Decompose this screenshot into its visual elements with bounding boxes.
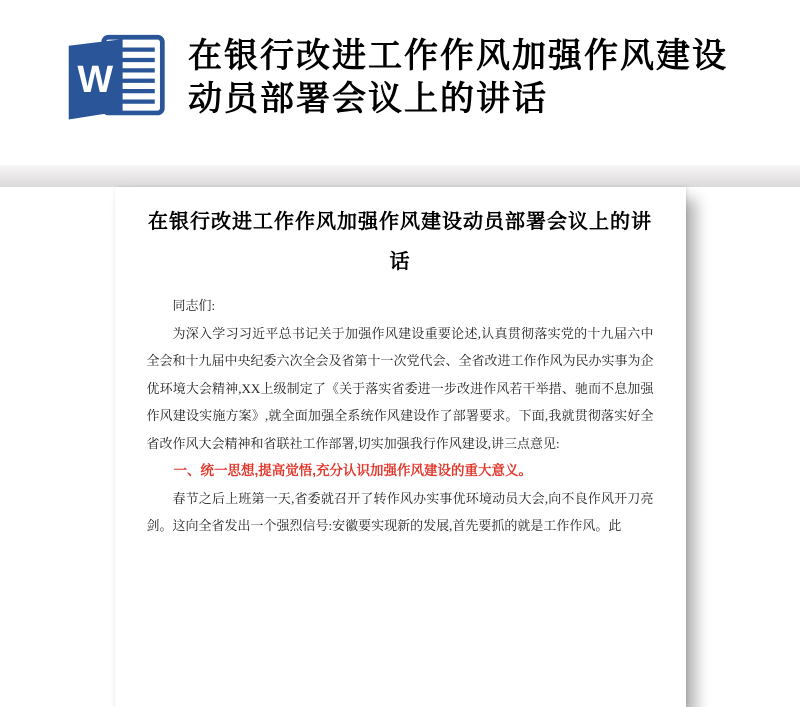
word-document-icon [64,33,168,121]
page-title: 在银行改进工作作风加强作风建设动员部署会议上的讲话 [188,37,728,118]
svg-text:W: W [77,59,114,102]
preview-top-strip [0,165,800,187]
document-title: 在银行改进工作作风加强作风建设动员部署会议上的讲话 [148,211,652,273]
paragraph-body: 为深入学习习近平总书记关于加强作风建设重要论述,认真贯彻落实党的十九届六中全会和十九届中央纪委六次全会及省第十一次党代会、全省改进工作作风为民办实事为企优环境大会精神,XX上级制定了《关于落实省委进一步改进作风若干举措、驰而不息加强作风建设实施方案》,就全面加强全系统作风建设作了部署要求。下面,我就贯彻落实好全省改作风大会精神和省联社工作部署,切实加强我行作风建设,讲三点意见: [146,325,654,451]
page-header [0,0,800,143]
paragraph-body: 春节之后上班第一天,省委就召开了转作风办实事优环境动员大会,向不良作风开刀亮剑。这向全省发出一个强烈信号:安徽要实现新的发展,首先要抓的就是工作作风。此 [146,490,654,533]
paragraph-red-heading: 一、统一思想,提高觉悟,充分认识加强作风建设的重大意义。 [173,463,533,478]
document-page[interactable] [115,187,686,707]
document-preview [0,165,800,707]
paragraph-salutation: 同志们: [172,298,216,313]
